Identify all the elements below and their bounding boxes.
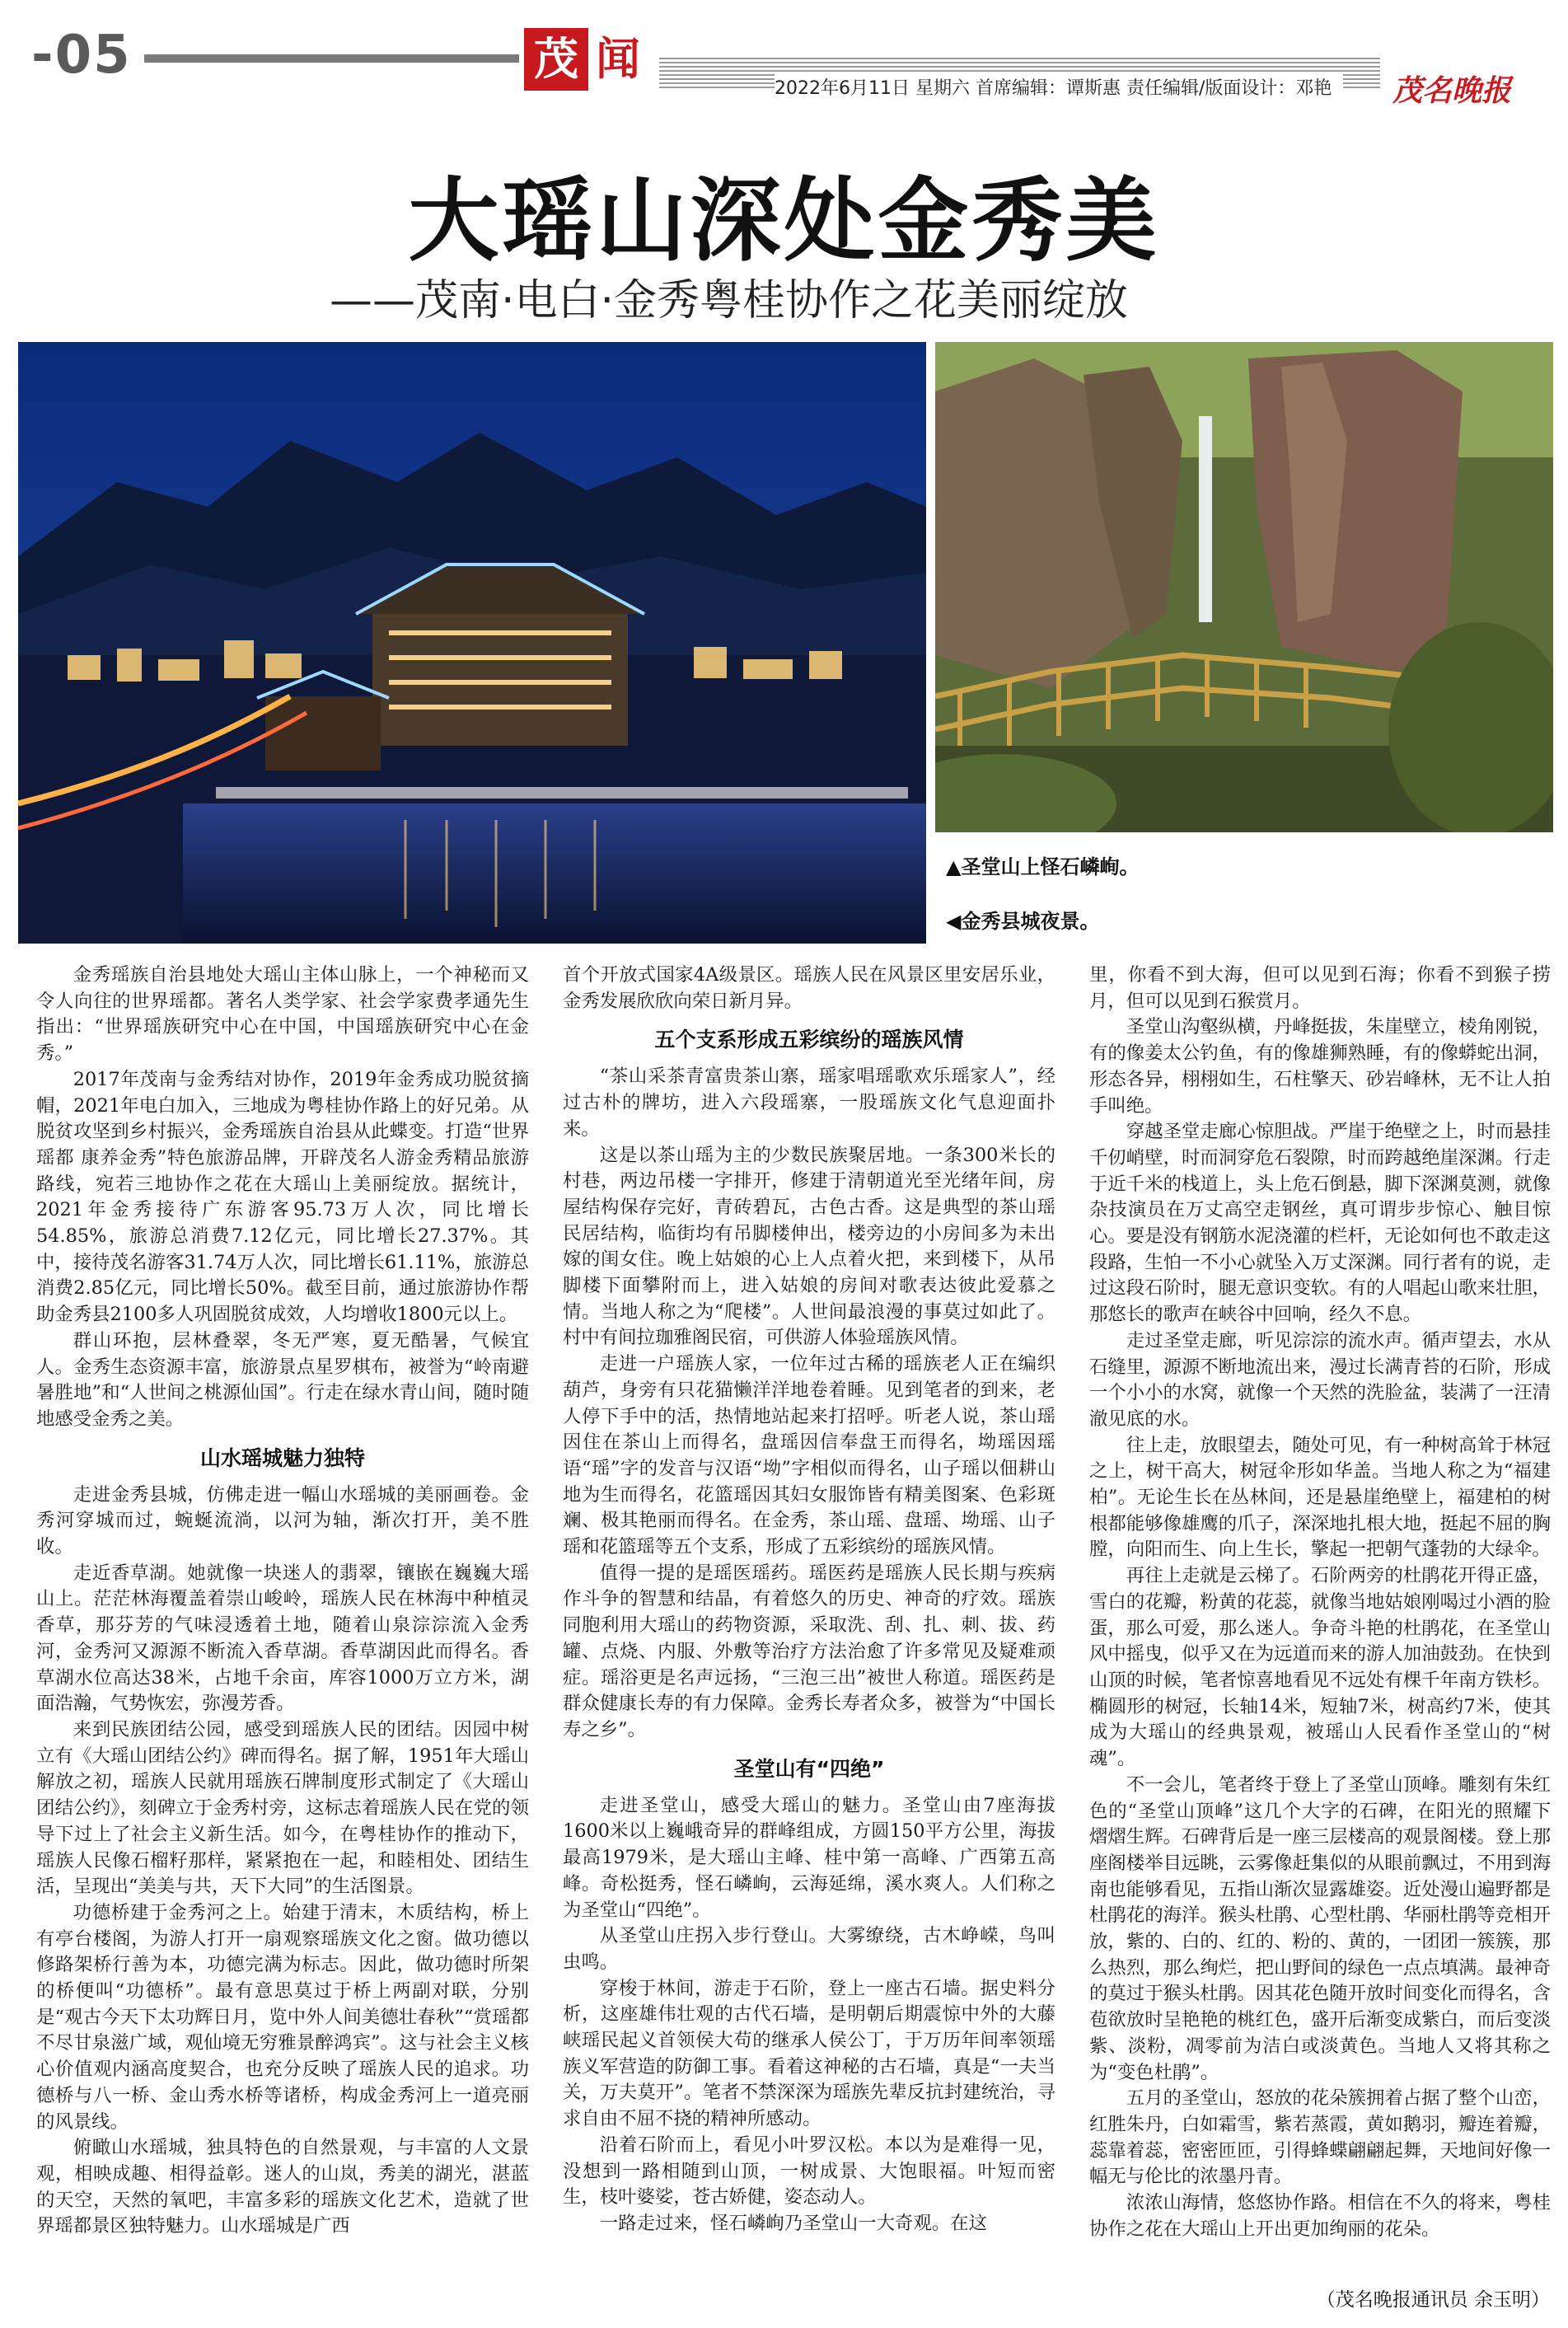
masthead-logo: 茂名晚报 bbox=[1392, 73, 1512, 108]
dateline: 2022年6月11日 星期六 首席编辑：谭斯惠 责任编辑/版面设计：邓艳 bbox=[775, 74, 1343, 104]
paragraph: 走进圣堂山，感受大瑶山的魅力。圣堂山由7座海拔1600米以上巍峨奇异的群峰组成，方圆150平方公里，海拔最高1979米，是大瑶山主峰、桂中第一高峰、广西第五高峰。奇松挺秀，怪石嶙峋，云海延绵，溪水爽人。人们称之为圣堂山“四绝”。 bbox=[563, 1794, 1055, 1921]
paragraph: 穿梭于林间，游走于石阶，登上一座古石墙。据史料分析，这座雄伟壮观的古代石墙，是明朝后期震惊中外的大藤峡瑶民起义首领侯大苟的继承人侯公丁，于万历年间率领瑶族义军营造的防御工事。看着这神秘的古石墙，真是“一夫当关，万夫莫开”。笔者不禁深深为瑶族先辈反抗封建统治，寻求自由不屈不挠的精神所感动。 bbox=[563, 1977, 1055, 2130]
section-heading: 山水瑶城魅力独特 bbox=[199, 1445, 365, 1470]
headline: 大瑶山深处金秀美 bbox=[408, 168, 1160, 274]
paragraph: 圣堂山沟壑纵横，丹峰挺拔，朱崖壁立，棱角刚锐，有的像姜太公钓鱼，有的像雄狮熟睡，有的像蟒蛇出洞，形态各异，栩栩如生，石柱擎天、砂岩峰林，无不让人拍手叫绝。 bbox=[1089, 1016, 1551, 1117]
paragraph: 一路走过来，怪石嶙峋乃圣堂山一大奇观。在这 bbox=[599, 2212, 987, 2234]
paragraph: 沿着石阶而上，看见小叶罗汉松。本以为是难得一见，没想到一路相随到山顶，一树成景、大饱眼福。叶短而密生，枝叶婆娑，苍古娇健，姿态动人。 bbox=[563, 2134, 1055, 2209]
paragraph: 走近香草湖。她就像一块迷人的翡翠，镶嵌在巍巍大瑶山上。茫茫林海覆盖着崇山峻岭，瑶族人民在林海中种植灵香草，那芬芳的气味浸透着土地，随着山泉淙淙流入金秀河，金秀河又源源不断流入香草湖。香草湖因此而得名。香草湖水位高达38米，占地千余亩，库容1000万立方米，湖面浩瀚，气势恢宏，弥漫芳香。 bbox=[36, 1562, 529, 1715]
paragraph: 从圣堂山庄拐入步行登山。大雾缭绕，古木峥嵘，鸟叫虫鸣。 bbox=[563, 1925, 1055, 1973]
paragraph: 里，你看不到大海，但可以见到石海；你看不到猴子捞月，但可以见到石猴赏月。 bbox=[1089, 964, 1551, 1012]
paragraph: 穿越圣堂走廊心惊胆战。严崖于绝壁之上，时而悬挂千仞峭壁，时而洞穿危石裂隙，时而跨越绝崖深渊。行走于近千米的栈道上，头上危石倒悬，脚下深渊莫测，就像杂技演员在万丈高空走钢丝，真可谓步步惊心、触目惊心。要是没有钢筋水泥浇灌的栏杆，无论如何也不敢走这段路，生怕一不小心就坠入万丈深渊。同行者有的说，走过这段石阶时，腿无意识变软。有的人唱起山歌来壮胆，那悠长的歌声在峡谷中回响，经久不息。 bbox=[1089, 1121, 1551, 1326]
paragraph: 首个开放式国家4A级景区。瑶族人民在风景区里安居乐业，金秀发展欣欣向荣日新月异。 bbox=[563, 964, 1055, 1012]
section-label-first: 茂 bbox=[524, 28, 588, 91]
paragraph: 俯瞰山水瑶城，独具特色的自然景观，与丰富的人文景观，相映成趣、相得益彰。迷人的山岚，秀美的湖光，湛蓝的天空，天然的氧吧，丰富多彩的瑶族文化艺术，造就了世界瑶都景区独特魅力。山水瑶城是广西 bbox=[36, 2137, 529, 2237]
paragraph: 走进金秀县城，仿佛走进一幅山水瑶城的美丽画卷。金秀河穿城而过，蜿蜒流淌，以河为轴，渐次打开，美不胜收。 bbox=[36, 1483, 529, 1558]
paragraph: 再往上走就是云梯了。石阶两旁的杜鹃花开得正盛，雪白的花瓣，粉黄的花蕊，就像当地姑娘刚喝过小酒的脸蛋，那么可爱，那么迷人。争奇斗艳的杜鹃花，在圣堂山风中摇曳，似乎又在为远道而来的游人加油鼓劲。在快到山顶的时候，笔者惊喜地看见不远处有棵千年南方铁杉。椭圆形的树冠，长轴14米，短轴7米，树高约7米，使其成为大瑶山的经典景观，被瑶山人民看作圣堂山的“树魂”。 bbox=[1089, 1565, 1551, 1770]
article-column-3 bbox=[1089, 963, 1551, 2242]
section-heading: 圣堂山有“四绝” bbox=[733, 1756, 885, 1781]
paragraph: 往上走，放眼望去，随处可见，有一种树高耸于林冠之上，树干高大，树冠伞形如华盖。当地人称之为“福建柏”。无论生长在丛林间，还是悬崖绝壁上，福建柏的树根都能够像雄鹰的爪子，深深地扎根大地，挺起不屈的胸膛，向阳而生、向上生长，擎起一把朝气蓬勃的大绿伞。 bbox=[1089, 1434, 1551, 1561]
section-label-second: 闻 bbox=[596, 33, 640, 85]
subheadline: ——茂南·电白·金秀粤桂协作之花美丽绽放 bbox=[330, 276, 1129, 326]
paragraph: 值得一提的是瑶医瑶药。瑶医药是瑶族人民长期与疾病作斗争的智慧和结晶，有着悠久的历史、神奇的疗效。瑶族同胞利用大瑶山的药物资源，采取洗、刮、扎、刺、拔、药罐、点烧、内服、外敷等治疗方法治愈了许多常见及疑难顽症。瑶浴更是名声远扬，“三泡三出”被世人称道。瑶医药是群众健康长寿的有力保障。金秀长寿者众多，被誉为“中国长寿之乡”。 bbox=[563, 1562, 1055, 1740]
paragraph: 来到民族团结公园，感受到瑶族人民的团结。因园中树立有《大瑶山团结公约》碑而得名。据了解，1951年大瑶山解放之初，瑶族人民就用瑶族石牌制度形式制定了《大瑶山团结公约》，刻碑立于金秀村旁，这标志着瑶族人民在党的领导下过上了社会主义新生活。如今，在粤桂协作的推动下，瑶族人民像石榴籽那样，紧紧抱在一起，和睦相处、团结生活，呈现出“美美与共，天下大同”的生活图景。 bbox=[36, 1718, 529, 1898]
paragraph: 这是以茶山瑶为主的少数民族聚居地。一条300米长的村巷，两边吊楼一字排开，修建于清朝道光至光绪年间，房屋结构保存完好，青砖碧瓦，古色古香。这是典型的茶山瑶民居结构，临街均有吊脚楼伸出，楼旁边的小房间多为未出嫁的闺女住。晚上姑娘的心上人点着火把，来到楼下，从吊脚楼下面攀附而上，进入姑娘的房间对歌表达彼此爱慕之情。当地人称之为“爬楼”。人世间最浪漫的事莫过如此了。村中有间拉珈雅阁民宿，可供游人体验瑶族风情。 bbox=[563, 1144, 1055, 1349]
paragraph: 浓浓山海情，悠悠协作路。相信在不久的将来，粤桂协作之花在大瑶山上开出更加绚丽的花朵。 bbox=[1089, 2192, 1551, 2240]
photo-shengtang-rocks bbox=[935, 342, 1553, 832]
paragraph: 五月的圣堂山，怒放的花朵簇拥着占据了整个山峦，红胜朱丹，白如霜雪，紫若蒸霞，黄如鹅羽，瓣连着瓣，蕊靠着蕊，密密匝匝，引得蜂蝶翩翩起舞，天地间好像一幅无与伦比的浓墨丹青。 bbox=[1089, 2087, 1551, 2188]
photo-county-night-view bbox=[18, 342, 926, 944]
header-rule-left bbox=[144, 54, 519, 63]
section-heading: 五个支系形成五彩缤纷的瑶族风情 bbox=[654, 1028, 964, 1052]
rock-photo-illustration bbox=[935, 342, 1553, 832]
article-column-2 bbox=[563, 963, 1055, 2237]
paragraph: 走过圣堂走廊，听见淙淙的流水声。循声望去，水从石缝里，源源不断地流出来，漫过长满青苔的石阶，形成一个小小的水窝，就像一个天然的洗脸盆，装满了一汪清澈见底的水。 bbox=[1089, 1329, 1551, 1430]
paragraph: 2017年茂南与金秀结对协作，2019年金秀成功脱贫摘帽，2021年电白加入，三地成为粤桂协作路上的好兄弟。从脱贫攻坚到乡村振兴，金秀瑶族自治县从此蝶变。打造“世界瑶都 康养金秀”特色旅游品牌，开辟茂名人游金秀精品旅游路线，宛若三地协作之花在大瑶山上美丽绽放。据统计，2021年金秀接待广东游客95.73万人次，同比增长54.85%，旅游总消费7.12亿元，同比增长27.37%。其中，接待茂名游客31.74万人次，同比增长61.11%，旅游总消费2.85亿元，同比增长50%。截至目前，通过旅游协作帮助金秀县2100多人巩固脱贫成效，人均增收1800元以上。 bbox=[36, 1068, 529, 1326]
night-photo-illustration bbox=[18, 342, 926, 944]
photo-caption-night: ◀金秀县城夜景。 bbox=[946, 910, 1100, 933]
paragraph: 走进一户瑶族人家，一位年过古稀的瑶族老人正在编织葫芦，身旁有只花猫懒洋洋地卷着睡。见到笔者的到来，老人停下手中的活，热情地站起来打招呼。听老人说，茶山瑶因住在茶山上而得名，盘瑶因信奉盘王而得名，坳瑶因瑶语“瑶”字的发音与汉语“坳”字相似而得名，山子瑶以佃耕山地为生而得名，花篮瑶因其妇女服饰皆有精美图案、色彩斑斓、极其艳丽而得名。在金秀，茶山瑶、盘瑶、坳瑶、山子瑶和花篮瑶等五个支系，形成了五彩缤纷的瑶族风情。 bbox=[563, 1353, 1055, 1558]
paragraph: 功德桥建于金秀河之上。始建于清末，木质结构，桥上有亭台楼阁，为游人打开一扇观察瑶族文化之窗。做功德以修路架桥行善为本，功德完满为标志。因此，做功德时所架的桥便叫“功德桥”。最有意思莫过于桥上两副对联，分别是“观古今天下太功辉日月，览中外人间美德壮春秋”“赏瑶都不尽甘泉滋广域，观仙境无穷雅景醉鸿宾”。这与社会主义核心价值观内涵高度契合，也充分反映了瑶族人民的追求。功德桥与八一桥、金山秀水桥等诸桥，构成金秀河上一道亮丽的风景线。 bbox=[36, 1901, 529, 2133]
section-label bbox=[524, 28, 648, 91]
paragraph: 群山环抱，层林叠翠，冬无严寒，夏无酷暑，气候宜人。金秀生态资源丰富，旅游景点星罗棋布，被誉为“岭南避暑胜地”和“人世间之桃源仙国”。行走在绿水青山间，随时随地感受金秀之美。 bbox=[36, 1329, 529, 1430]
photo-caption-rocks: ▲圣堂山上怪石嶙峋。 bbox=[946, 855, 1140, 878]
paragraph: “茶山采茶青富贵茶山寨，瑶家唱瑶歌欢乐瑶家人”，经过古朴的牌坊，进入六段瑶寨，一股瑶族文化气息迎面扑来。 bbox=[563, 1066, 1055, 1140]
author-byline: （茂名晚报通讯员 余玉明） bbox=[1316, 2289, 1550, 2311]
page-number: -05 bbox=[31, 25, 132, 86]
paragraph: 金秀瑶族自治县地处大瑶山主体山脉上，一个神秘而又令人向往的世界瑶都。著名人类学家、社会学家费孝通先生指出：“世界瑶族研究中心在中国，中国瑶族研究中心在金秀。” bbox=[36, 964, 529, 1065]
paragraph: 不一会儿，笔者终于登上了圣堂山顶峰。雕刻有朱红色的“圣堂山顶峰”这几个大字的石碑，在阳光的照耀下熠熠生辉。石碑背后是一座三层楼高的观景阁楼。登上那座阁楼举目远眺，云雾像赶集似的从眼前飘过，不用到海南也能够看见，五指山渐次显露雄姿。近处漫山遍野都是杜鹃花的海洋。猴头杜鹃、心型杜鹃、华丽杜鹃等竞相开放，紫的、白的、红的、粉的、黄的，一团团一簇簇，那么热烈，那么绚烂，把山野间的绿色一点点填满。最神奇的莫过于猴头杜鹃。因其花色随开放时间变化而得名，含苞欲放时呈艳艳的桃红色，盛开后渐变成紫白，而后变淡紫、淡粉，凋零前为洁白或淡黄色。当地人又将其称之为“变色杜鹃”。 bbox=[1089, 1773, 1551, 2083]
article-column-1 bbox=[36, 963, 529, 2240]
